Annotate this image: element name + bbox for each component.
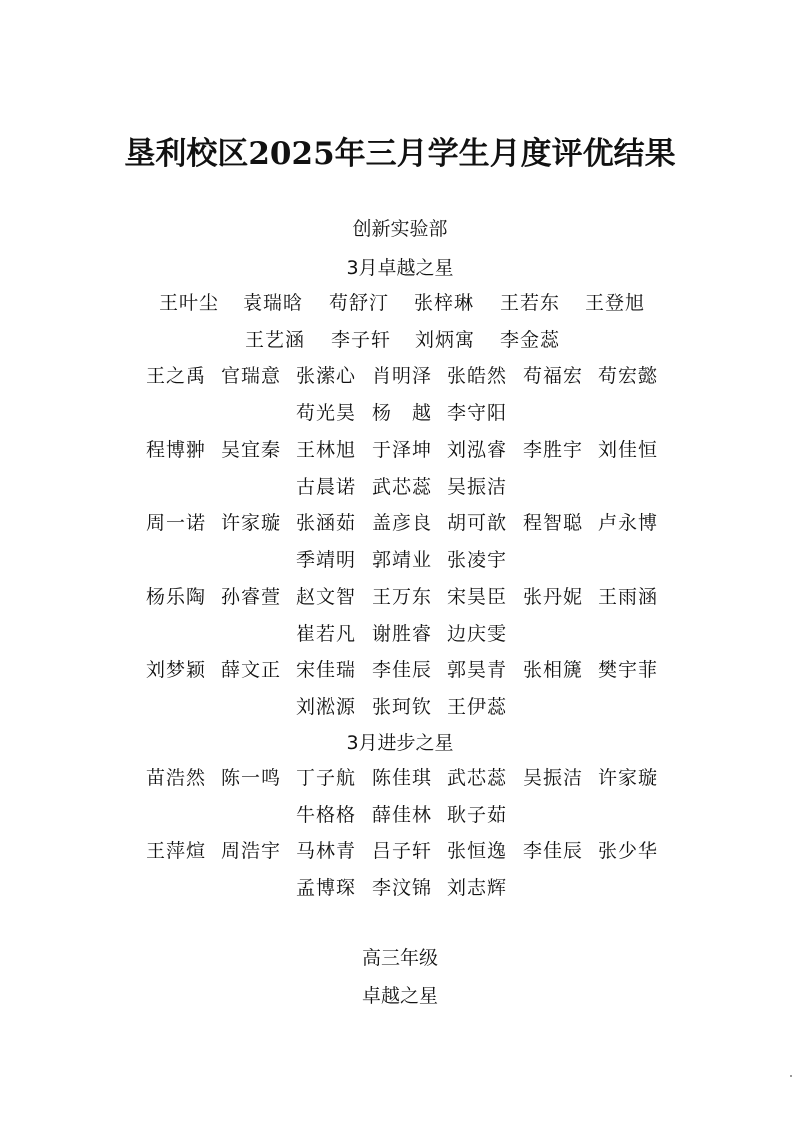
student-name: 王叶尘 — [159, 292, 220, 314]
student-name: 武芯蕊 — [372, 476, 433, 498]
student-name: 孟博琛 — [296, 877, 357, 899]
award-heading: 卓越之星 — [361, 985, 438, 1007]
student-name: 吕子轩 — [372, 840, 433, 862]
student-name: 苟光昊 — [296, 402, 357, 424]
student-name: 王林旭 — [296, 439, 357, 461]
student-name: 肖明泽 — [372, 365, 433, 387]
student-name: 李金蕊 — [500, 329, 561, 351]
name-row — [0, 435, 800, 465]
student-name: 刘泓睿 — [447, 439, 508, 461]
student-name: 王若东 — [500, 292, 561, 314]
student-name: 张潆心 — [296, 365, 357, 387]
name-row — [0, 398, 800, 428]
student-name: 孙睿萱 — [221, 586, 282, 608]
student-name: 边庆雯 — [447, 623, 508, 645]
student-name: 马林青 — [296, 840, 357, 862]
student-name: 苟宏懿 — [598, 365, 659, 387]
student-name: 张相篪 — [523, 659, 584, 681]
student-name: 武芯蕊 — [447, 767, 508, 789]
page-title: 垦利校区2025年三月学生月度评优结果 — [124, 136, 676, 172]
student-name: 张梓琳 — [414, 292, 475, 314]
student-name: 袁瑞晗 — [243, 292, 304, 314]
name-row — [0, 619, 800, 649]
student-name: 王伊蕊 — [447, 696, 508, 718]
name-row — [0, 472, 800, 502]
student-name: 李汶锦 — [372, 877, 433, 899]
name-row — [0, 873, 800, 903]
student-name: 谢胜睿 — [372, 623, 433, 645]
student-name: 张恒逸 — [447, 840, 508, 862]
student-name: 程智聪 — [523, 512, 584, 534]
student-name: 李佳辰 — [523, 840, 584, 862]
student-name: 李佳辰 — [372, 659, 433, 681]
name-row — [0, 763, 800, 793]
student-name: 张凌宇 — [447, 549, 508, 571]
student-name: 卢永博 — [598, 512, 659, 534]
student-name: 杨 越 — [372, 402, 433, 424]
student-name: 王之禹 — [146, 365, 207, 387]
student-name: 李胜宇 — [523, 439, 584, 461]
award-heading: 3月进步之星 — [346, 732, 454, 754]
student-name: 耿子茹 — [447, 804, 508, 826]
name-row — [0, 508, 800, 538]
student-name: 周一诺 — [146, 512, 207, 534]
student-name: 陈一鸣 — [221, 767, 282, 789]
student-name: 季靖明 — [296, 549, 357, 571]
student-name: 于泽坤 — [372, 439, 433, 461]
student-name: 张丹妮 — [523, 586, 584, 608]
student-name: 张皓然 — [447, 365, 508, 387]
department-heading: 高三年级 — [361, 947, 438, 969]
student-name: 刘志辉 — [447, 877, 508, 899]
student-name: 周浩宇 — [221, 840, 282, 862]
student-name: 薛文正 — [221, 659, 282, 681]
student-name: 李守阳 — [447, 402, 508, 424]
student-name: 许家璇 — [221, 512, 282, 534]
student-name: 李子轩 — [331, 329, 392, 351]
name-row — [0, 545, 800, 575]
student-name: 刘淞源 — [296, 696, 357, 718]
student-name: 陈佳琪 — [372, 767, 433, 789]
student-name: 吴宜秦 — [221, 439, 282, 461]
name-row — [0, 361, 800, 391]
student-name: 赵文智 — [296, 586, 357, 608]
student-name: 王艺涵 — [245, 329, 306, 351]
student-name: 张珂钦 — [372, 696, 433, 718]
name-row — [0, 325, 800, 355]
student-name: 苟福宏 — [523, 365, 584, 387]
student-name: 薛佳林 — [372, 804, 433, 826]
student-name: 王万东 — [372, 586, 433, 608]
name-row — [0, 800, 800, 830]
student-name: 杨乐陶 — [146, 586, 207, 608]
student-name: 苗浩然 — [146, 767, 207, 789]
student-name: 牛格格 — [296, 804, 357, 826]
student-name: 王萍煊 — [146, 840, 207, 862]
student-name: 盖彦良 — [372, 512, 433, 534]
student-name: 刘佳恒 — [598, 439, 659, 461]
student-name: 宋昊臣 — [447, 586, 508, 608]
student-name: 刘梦颖 — [146, 659, 207, 681]
student-name: 丁子航 — [296, 767, 357, 789]
student-name: 宋佳瑞 — [296, 659, 357, 681]
student-name: 吴振洁 — [523, 767, 584, 789]
student-name: 古晨诺 — [296, 476, 357, 498]
student-name: 郭昊青 — [447, 659, 508, 681]
department-heading: 创新实验部 — [352, 218, 448, 240]
student-name: 吴振洁 — [447, 476, 508, 498]
name-row — [0, 582, 800, 612]
student-name: 胡可歆 — [447, 512, 508, 534]
student-name: 刘炳寓 — [415, 329, 476, 351]
student-name: 苟舒汀 — [329, 292, 390, 314]
student-name: 崔若凡 — [296, 623, 357, 645]
award-heading: 3月卓越之星 — [346, 257, 454, 279]
student-name: 王登旭 — [585, 292, 646, 314]
student-name: 郭靖业 — [372, 549, 433, 571]
name-row — [0, 836, 800, 866]
student-name: 官瑞意 — [221, 365, 282, 387]
student-name: 张涵茹 — [296, 512, 357, 534]
name-row — [0, 692, 800, 722]
student-name: 王雨涵 — [598, 586, 659, 608]
student-name: 许家璇 — [598, 767, 659, 789]
name-row — [0, 655, 800, 685]
name-row — [0, 288, 800, 318]
student-name: 樊宇菲 — [598, 659, 659, 681]
student-name: 程博翀 — [146, 439, 207, 461]
scan-mark — [790, 1075, 792, 1077]
student-name: 张少华 — [598, 840, 659, 862]
